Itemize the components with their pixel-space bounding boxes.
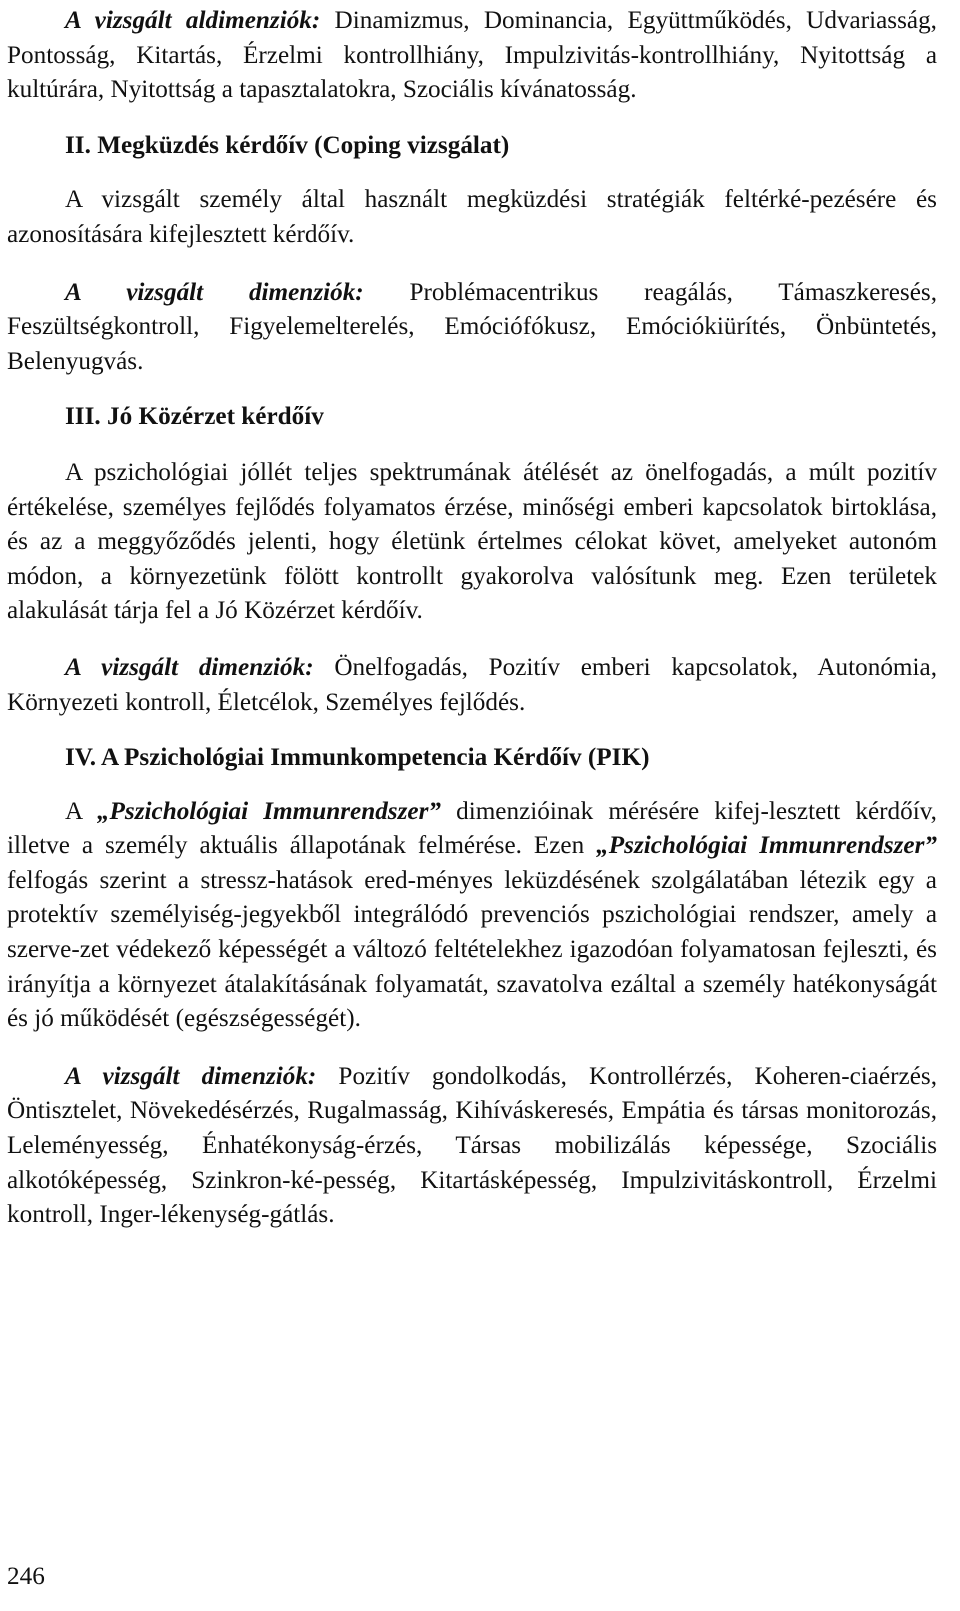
paragraph-text: Dinamizmus, Dominancia, Együttműködés, Udvariasság, Pontosság, Kitartás, Érzelmi kontrollhiány, Impulzivitás-kontrollhiány, Nyitottság a kultúrára, Nyitottság a tapasztalatokra, Szociális kívánatosság. xyxy=(7,7,937,104)
aldimensions-paragraph xyxy=(7,4,937,108)
wellbeing-description-paragraph: A pszichológiai jóllét teljes spektrumának átélését az önelfogadás, a múlt pozitív értékelése, személyes fejlődés folyamatos érzése, minőségi emberi kapcsolatok birtoklása, és az a meggyőződés jelenti, hogy életünk értelmes célokat követ, amelyeket autonóm módon, a környezetünk fölött kontrollt gyakorolva valósítunk meg. Ezen területek alakulását tárja fel a Jó Közérzet kérdőív. xyxy=(7,458,937,625)
section-label: A vizsgált aldimenziók: xyxy=(65,7,321,34)
pik-dimensions-paragraph xyxy=(7,1060,937,1233)
coping-description-paragraph: A vizsgált személy által használt megküzdési stratégiák feltérké-pezésére és azonosítására kifejlesztett kérdőív. xyxy=(7,186,937,248)
document-page xyxy=(7,0,937,1233)
section-label: A vizsgált dimenziók: xyxy=(65,1062,317,1090)
paragraph-text: dimenzióinak mérésére kifej-lesztett kérdőív, illetve a személy aktuális állapotának felmérése. Ezen xyxy=(7,797,937,860)
section-heading-pik: IV. A Pszichológiai Immunkompetencia Kérdőív (PIK) xyxy=(65,744,650,772)
paragraph-text: A xyxy=(65,797,97,825)
section-heading-wellbeing: III. Jó Közérzet kérdőív xyxy=(65,403,324,431)
page-number: 246 xyxy=(7,1563,45,1590)
paragraph-text: felfogás szerint a stressz-hatások ered-ményes leküzdésének szolgálatában létezik egy a protektív személyiség-jegyekből integrálódó prevenciós pszichológiai rendszer, amely a szerve-zet védekező képességét a változó feltételekhez igazodóan folyamatosan fejleszti, és irányítja a környezet átalakításának folyamatát, szavatolva ezáltal a személy hatékonyságát és jó működését (egészségességét). xyxy=(7,866,937,1033)
emphasized-term: „Pszichológiai Immunrendszer” xyxy=(596,832,937,860)
paragraph-text: Problémacentrikus reagálás, Támaszkeresés, Feszültségkontroll, Figyelemelterelés, Emóciófókusz, Emóciókiürítés, Önbüntetés, Belenyugvás. xyxy=(7,278,938,375)
wellbeing-dimensions-paragraph xyxy=(7,651,937,720)
paragraph-text: Önelfogadás, Pozitív emberi kapcsolatok, Autonómia, Környezeti kontroll, Életcélok, Személyes fejlődés. xyxy=(7,653,937,716)
pik-description-paragraph xyxy=(7,795,937,1037)
emphasized-term: „Pszichológiai Immunrendszer” xyxy=(96,797,441,825)
paragraph-text: Pozitív gondolkodás, Kontrollérzés, Koheren-ciaérzés, Öntisztelet, Növekedésérzés, Rugalmasság, Kihíváskeresés, Empátia és társas monitorozás, Leleményesség, Énhatékonyság-érzés, Társas mobilizálás képessége, Szociális alkotóképesség, Szinkron-ké-pesség, Kitartásképesség, Impulzivitáskontroll, Érzelmi kontroll, Inger-lékenység-gátlás. xyxy=(7,1062,937,1229)
section-heading-coping: II. Megküzdés kérdőív (Coping vizsgálat) xyxy=(65,131,510,159)
section-label: A vizsgált dimenziók: xyxy=(65,653,314,681)
coping-dimensions-paragraph xyxy=(7,276,937,380)
section-label: A vizsgált dimenziók: xyxy=(65,278,364,306)
